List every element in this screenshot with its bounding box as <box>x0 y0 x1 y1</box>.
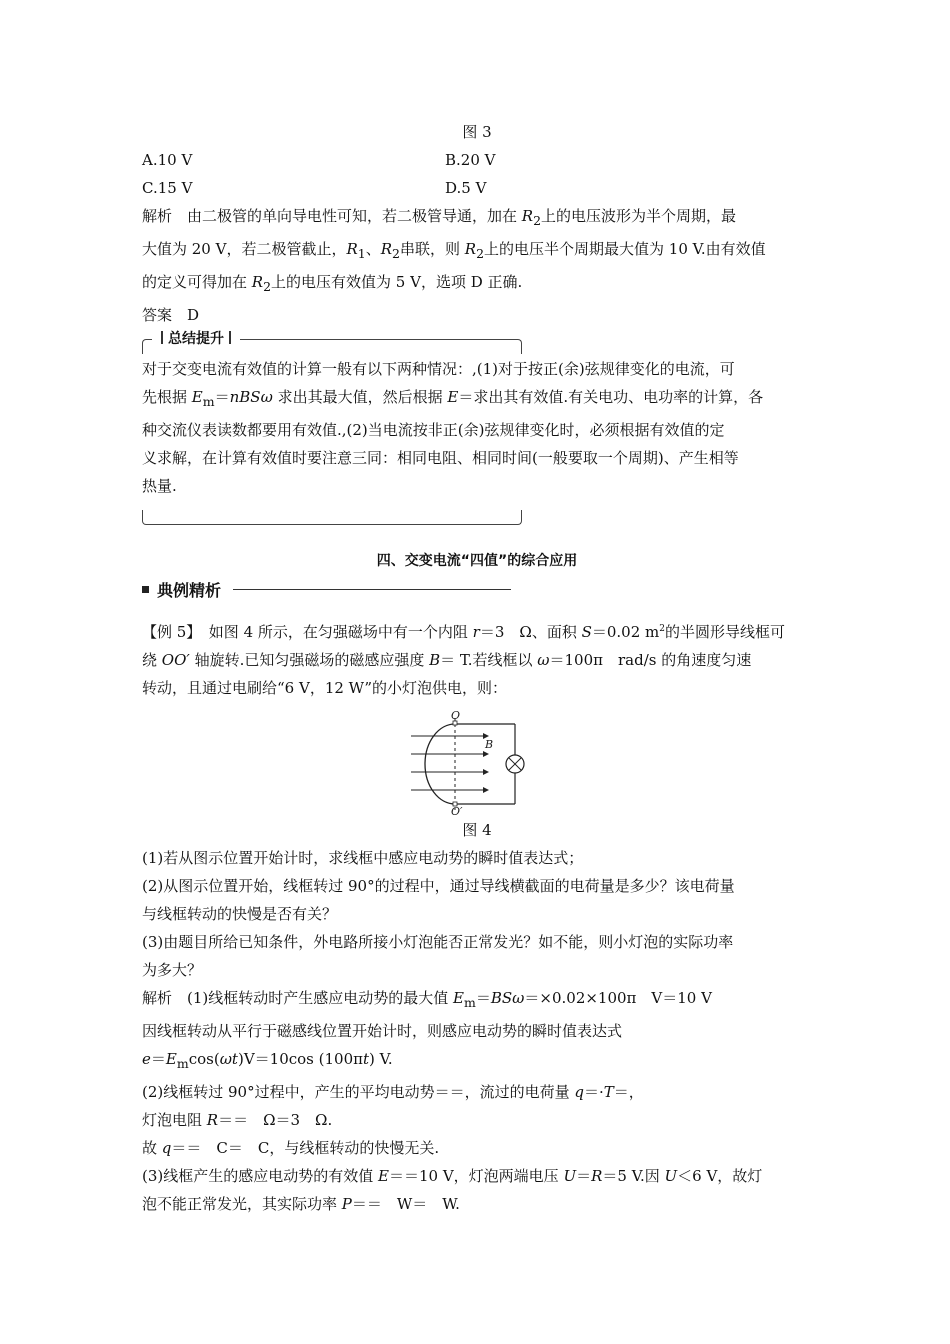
figure-4-diagram <box>411 710 531 816</box>
option-b: B.20 V <box>445 151 496 169</box>
summary-line-3: 种交流仪表读数都要用有效值.,(2)当电流按非正(余)弦规律变化时，必须根据有效值的定 <box>142 421 725 439</box>
analysis-line-1: 解析 由二极管的单向导电性可知，若二极管导通，加在 $R_2$上的电压波形为半个周期，最 <box>142 207 737 228</box>
summary-line-5: 热量. <box>142 477 177 495</box>
solution-line-8: 泡不能正常发光，其实际功率 P＝＝ W＝ W. <box>142 1195 460 1213</box>
figure-3-caption: 图 3 <box>462 123 492 141</box>
arrow-head-icon <box>483 751 489 757</box>
arrow-head-icon <box>483 787 489 793</box>
solution-line-4: (2)线框转过 90°过程中，产生的平均电动势＝＝，流过的电荷量 q＝·T＝， <box>142 1083 644 1101</box>
solution-line-5: 灯泡电阻 R＝＝ Ω＝3 Ω. <box>142 1111 333 1129</box>
solution-line-1: 解析 (1)线框转动时产生感应电动势的最大值 $E_m=BS\omega=\times 0.02\times 100\pi$ V＝10 V <box>142 989 712 1010</box>
summary-title: 总结提升 <box>152 329 240 349</box>
label-b: B <box>485 738 494 751</box>
example5-line-2: 绕 OO′ 轴旋转.已知匀强磁场的磁感应强度 B＝ T.若线框以 ω＝100π rad/s 的角速度匀速 <box>142 651 752 669</box>
option-d: D.5 V <box>445 179 487 197</box>
options-row-2 <box>142 174 812 202</box>
question-1: (1)若从图示位置开始计时，求线框中感应电动势的瞬时值表达式； <box>142 849 584 867</box>
example5-line-1: 【例 5】 如图 4 所示，在匀强磁场中有一个内阻 r＝3 Ω、面积 S＝0.02 $m^2$的半圆形导线框可 <box>142 623 786 641</box>
summary-line-4: 义求解，在计算有效值时要注意三同：相同电阻、相同时间(一般要取一个周期)、产生相等 <box>142 449 739 467</box>
solution-line-7: (3)线框产生的感应电动势的有效值 E＝＝10 V，灯泡两端电压 U＝R＝5 V.因 U＜6 V，故灯 <box>142 1167 763 1185</box>
document-page <box>142 118 812 1218</box>
question-2a: (2)从图示位置开始，线框转过 90°的过程中，通过导线横截面的电荷量是多少？该电荷量 <box>142 877 735 895</box>
question-3a: (3)由题目所给已知条件，外电路所接小灯泡能否正常发光？如不能，则小灯泡的实际功率 <box>142 933 734 951</box>
option-a: A.10 V <box>142 151 193 169</box>
analysis-line-2: 大值为 20 V，若二极管截止，$R_1$、$R_2$串联，则 $R_2$上的电压半个周期最大值为 10 V.由有效值 <box>142 240 766 261</box>
solution-line-6: 故 q＝＝ C＝ C，与线框转动的快慢无关. <box>142 1139 440 1157</box>
summary-bracket-bottom <box>142 510 522 525</box>
answer-line: 答案 D <box>142 306 200 324</box>
solution-line-2: 因线框转动从平行于磁感线位置开始计时，则感应电动势的瞬时值表达式 <box>142 1022 623 1040</box>
example-header: 典例精析 <box>142 575 812 603</box>
summary-line-1: 对于交变电流有效值的计算一般有以下两种情况：,(1)对于按正(余)弦规律变化的电流，可 <box>142 360 735 378</box>
label-o-prime: O′ <box>451 805 463 816</box>
summary-text <box>142 355 812 500</box>
header-rule <box>233 589 511 590</box>
label-o: O <box>451 710 461 722</box>
question-3b: 为多大？ <box>142 961 203 979</box>
solution-line-3: $e=E_m\cos(\omega t)V=10\cos$ (100πt) V. <box>142 1050 393 1071</box>
question-2b: 与线框转动的快慢是否有关？ <box>142 905 338 923</box>
example5-line-3: 转动，且通过电刷给“6 V，12 W”的小灯泡供电，则： <box>142 679 508 697</box>
coil-circuit-diagram <box>411 710 531 816</box>
summary-box <box>142 331 812 525</box>
summary-line-2: 先根据 $E_m=nBS\omega$ 求出其最大值，然后根据 E＝求出其有效值.有关电功、电功率的计算，各 <box>142 388 764 409</box>
option-c: C.15 V <box>142 179 193 197</box>
figure-4-caption: 图 4 <box>462 821 492 839</box>
section-title: 四、交变电流“四值”的综合应用 <box>376 553 578 569</box>
arrow-head-icon <box>483 769 489 775</box>
analysis-line-3: 的定义可得加在 $R_2$上的电压有效值为 5 V，选项 D 正确. <box>142 273 523 294</box>
options-row-1 <box>142 146 812 174</box>
square-bullet-icon <box>142 586 149 593</box>
